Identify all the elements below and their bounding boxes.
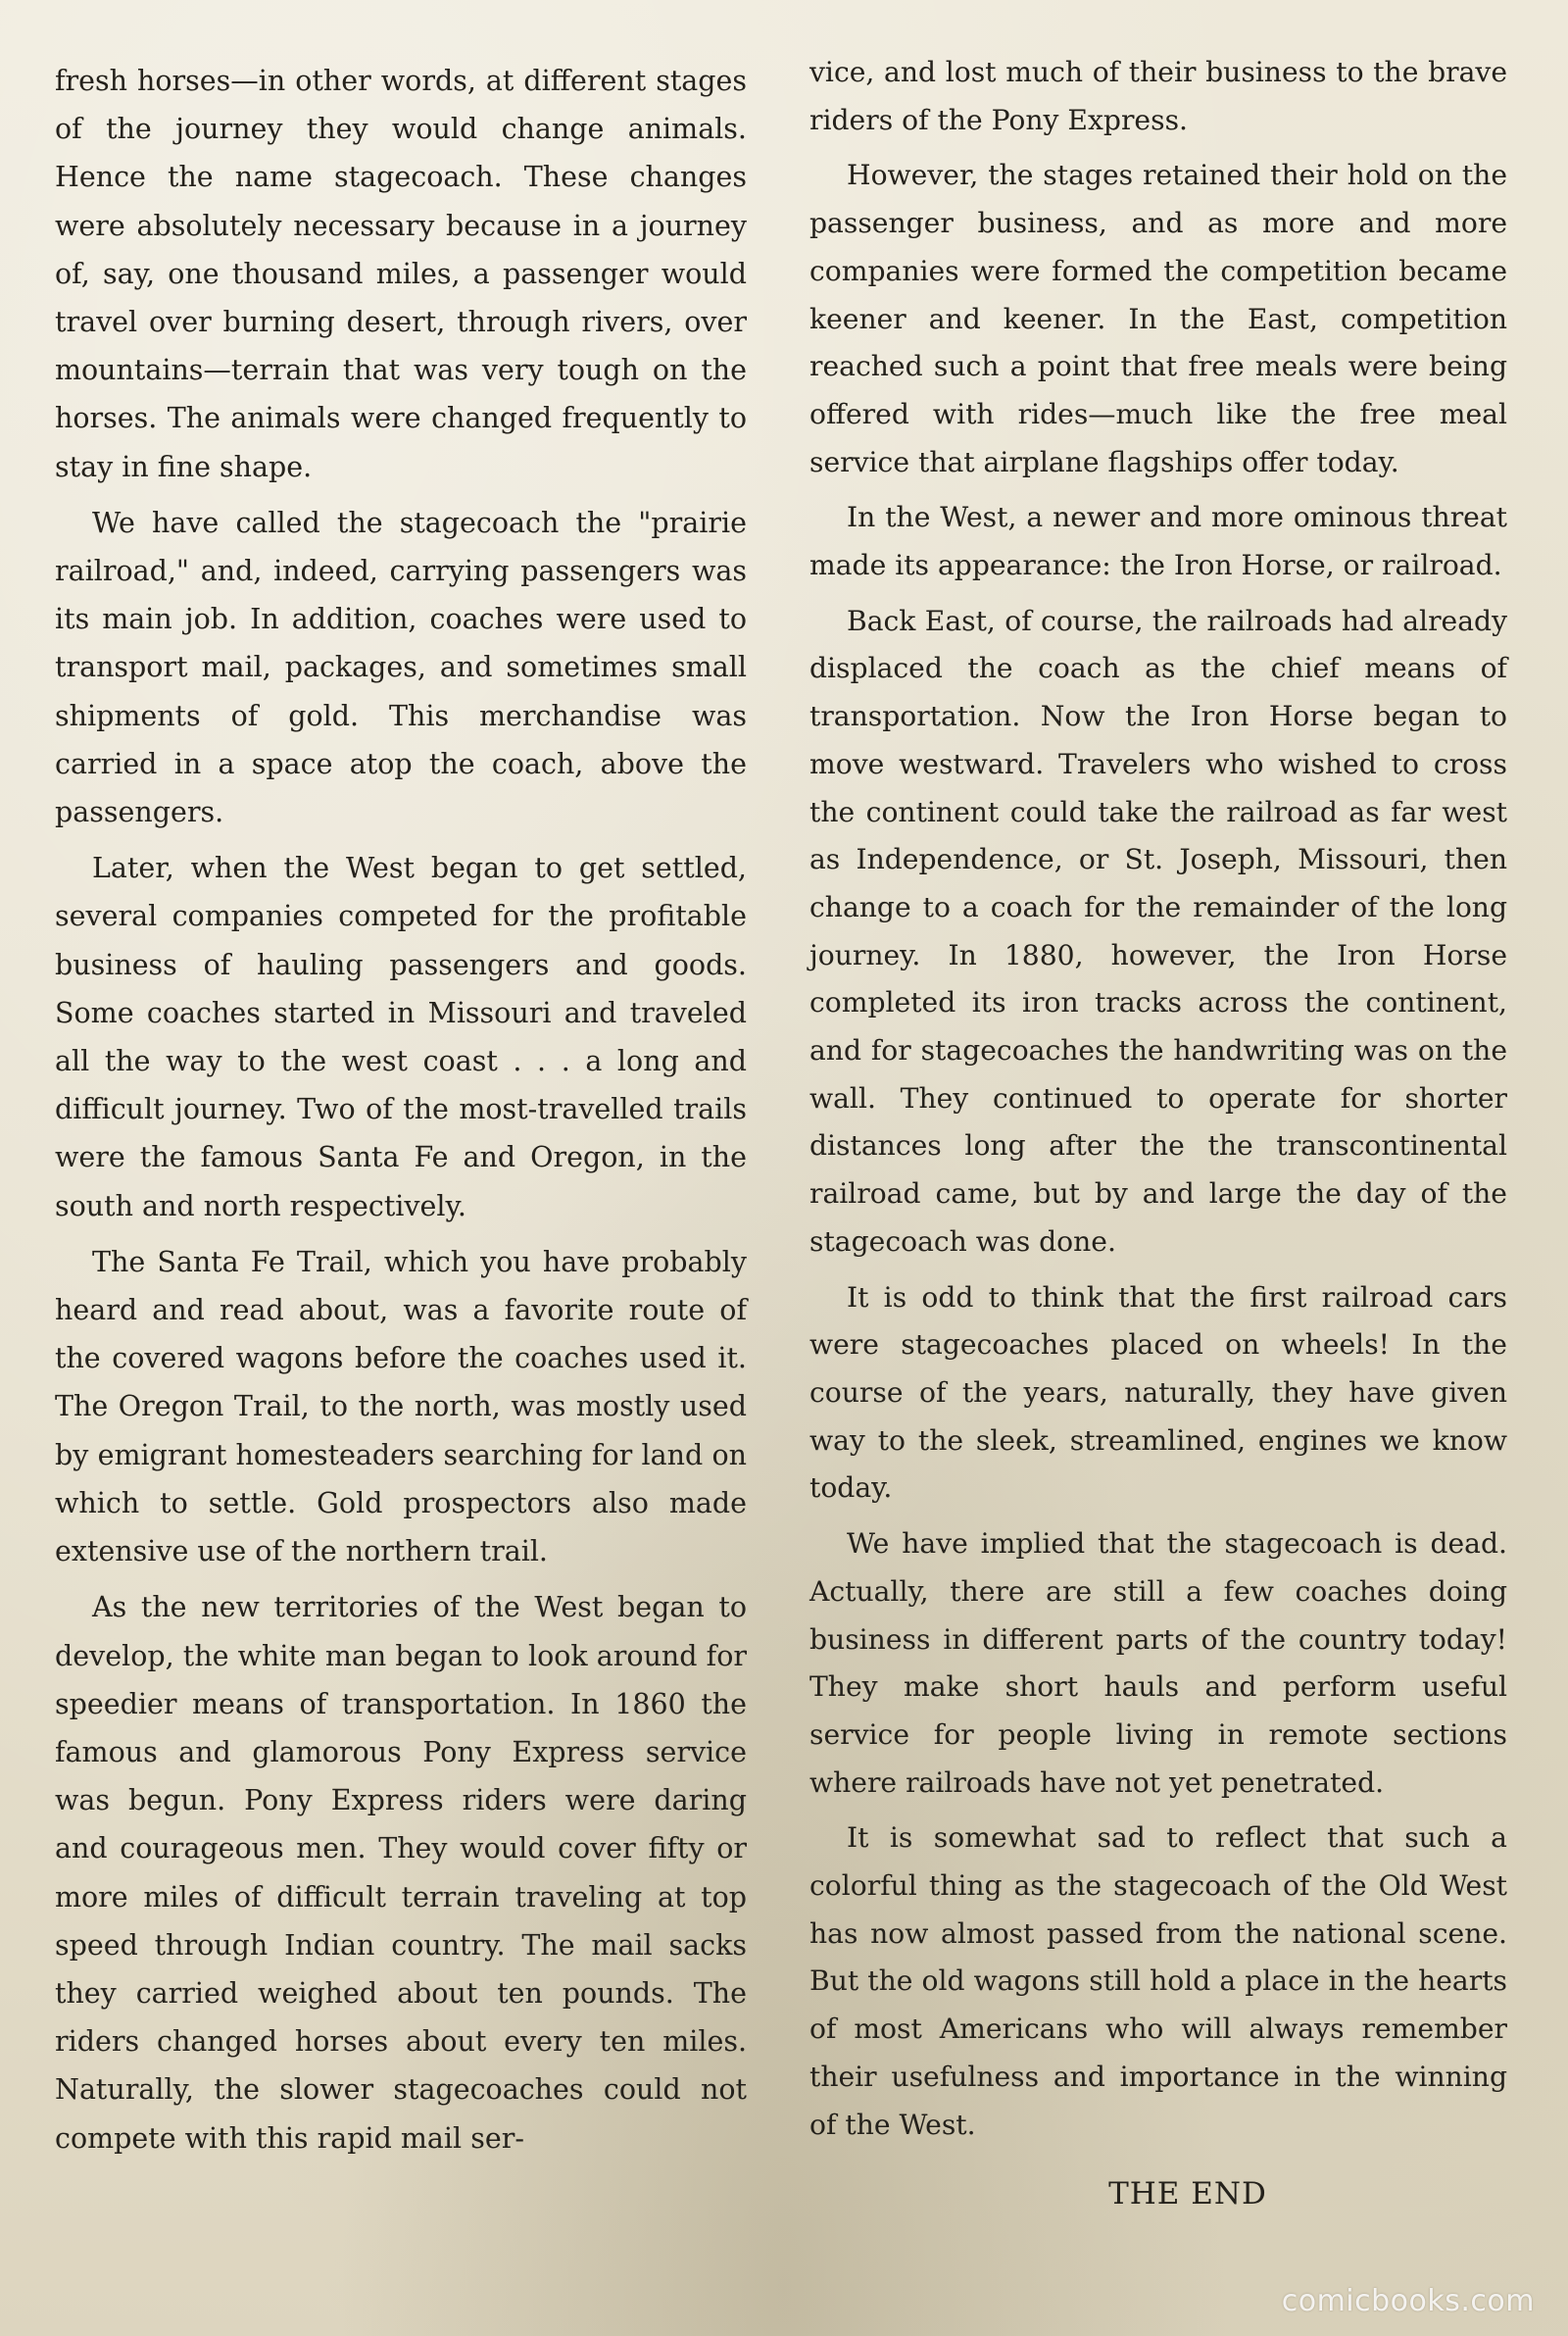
paragraph: The Santa Fe Trail, which you have probably heard and read about, was a favorite route of the covered wagons before the coaches used it. The Oregon Trail, to the north, was mostly used by emigrant homesteaders searching for land on which to settle. Gold prospectors also made extensive use of the northern trail.: [55, 1245, 747, 1568]
paragraph: Later, when the West began to get settled, several companies competed for the profitable business of hauling passengers and goods. Some coaches started in Missouri and traveled all the way to the west coast . . . a long and difficult journey. Two of the most-travelled trails were the famous Santa Fe and Oregon, in the south and north respectively.: [55, 852, 747, 1222]
paragraph: fresh horses—in other words, at different stages of the journey they would change animals. Hence the name stagecoach. These changes were absolutely necessary because in a journey of, say, one thousand miles, a passenger would travel over burning desert, through rivers, over mountains—terrain that was very tough on the horses. The animals were changed frequently to stay in fine shape.: [55, 65, 747, 483]
paragraph: As the new territories of the West began to develop, the white man began to look around for speedier means of transportation. In 1860 the famous and glamorous Pony Express service was begun. Pony Express riders were daring and courageous men. They would cover fifty or more miles of difficult terrain traveling at top speed through Indian country. The mail sacks they carried weighed about ten pounds. The riders changed horses about every ten miles. Naturally, the slower stagecoaches could not compete with this rapid mail ser-: [55, 1591, 747, 2155]
paragraph: However, the stages retained their hold on the passenger business, and as more and more companies were formed the competition became keener and keener. In the East, competition reached such a point that free meals were being offered with rides—much like the free meal service that airplane flagships offer today.: [809, 159, 1507, 478]
paragraph: In the West, a newer and more ominous threat made its appearance: the Iron Horse, or railroad.: [809, 501, 1507, 582]
paragraph: We have implied that the stagecoach is dead. Actually, there are still a few coaches doing business in different parts of the country today! They make short hauls and perform useful service for people living in remote sections where railroads have not yet penetrated.: [809, 1527, 1507, 1799]
the-end-label: THE END: [1108, 2176, 1267, 2212]
left-column: [55, 57, 747, 2170]
paragraph: vice, and lost much of their business to the brave riders of the Pony Express.: [809, 56, 1507, 136]
paragraph: Back East, of course, the railroads had already displaced the coach as the chief means of transportation. Now the Iron Horse began to move westward. Travelers who wished to cross the continent could take the railroad as far west as Independence, or St. Joseph, Missouri, then change to a coach for the remainder of the long journey. In 1880, however, the Iron Horse completed its iron tracks across the continent, and for stagecoaches the handwriting was on the wall. They continued to operate for shorter distances long after the the transcontinental railroad came, but by and large the day of the stagecoach was done.: [809, 604, 1507, 1258]
right-column: [809, 49, 1507, 2226]
paragraph: It is somewhat sad to reflect that such a colorful thing as the stagecoach of the Old West has now almost passed from the national scene. But the old wagons still hold a place in the hearts of most Americans who will always remember their usefulness and importance in the winning of the West.: [809, 1821, 1507, 2141]
paragraph: We have called the stagecoach the "prairie railroad," and, indeed, carrying passengers was its main job. In addition, coaches were used to transport mail, packages, and sometimes small shipments of gold. This merchandise was carried in a space atop the coach, above the passengers.: [55, 506, 747, 829]
watermark: comicbooks.com: [1281, 2284, 1535, 2318]
paragraph: It is odd to think that the first railroad cars were stagecoaches placed on wheels! In the course of the years, naturally, they have given way to the sleek, streamlined, engines we know today.: [809, 1280, 1507, 1505]
